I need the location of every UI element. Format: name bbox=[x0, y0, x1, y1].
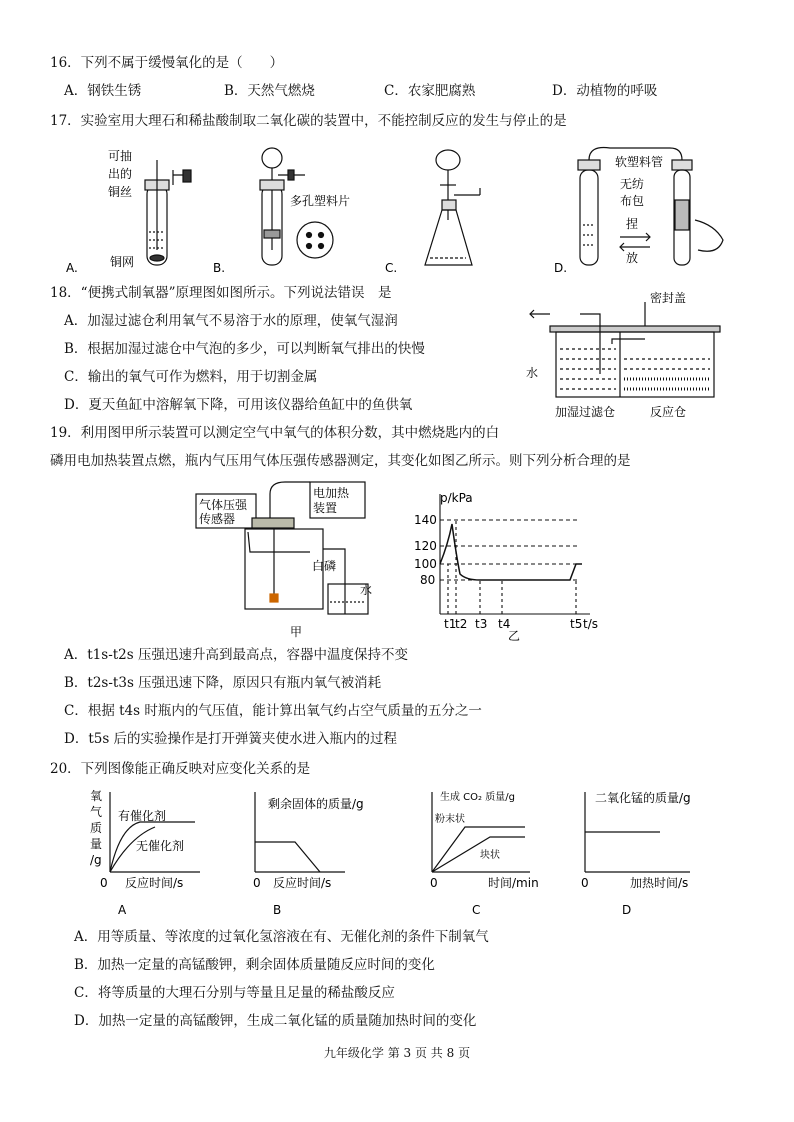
q19-ytick-100: 100 bbox=[414, 557, 437, 571]
q20-a-ylabel-1: 氧 bbox=[90, 789, 103, 803]
q19-xtick-t2: t2 bbox=[455, 617, 468, 631]
q18-reactor-label: 反应仓 bbox=[650, 405, 687, 419]
q20-d-xlabel: 加热时间/s bbox=[630, 876, 689, 890]
q19-xtick-t4: t4 bbox=[498, 617, 511, 631]
q17-d-squeeze-label: 捏 bbox=[626, 217, 639, 231]
q19-heater-label-1: 电加热 bbox=[313, 486, 350, 500]
q20-b-caption: B bbox=[273, 903, 282, 917]
q19-xtick-t3: t3 bbox=[475, 617, 488, 631]
q18-water-label: 水 bbox=[526, 366, 539, 380]
q20-a-caption: A bbox=[118, 903, 127, 917]
q19-ytick-120: 120 bbox=[414, 539, 437, 553]
q18-oxygen-device-figure bbox=[520, 284, 730, 424]
q20-a-origin: 0 bbox=[100, 876, 108, 890]
q19-chart-ylabel: p/kPa bbox=[440, 491, 473, 505]
q19-option-b: B．t2s-t3s 压强迅速下降，原因只有瓶内氧气被消耗 bbox=[64, 675, 382, 691]
q20-stem: 20．下列图像能正确反映对应变化关系的是 bbox=[50, 761, 311, 777]
q18-stem: 18．“便携式制氧器”原理图如图所示。下列说法错误 是 bbox=[50, 285, 392, 301]
q16-stem: 16．下列不属于缓慢氧化的是（ ） bbox=[50, 55, 284, 71]
q16-option-c: C．农家肥腐熟 bbox=[384, 83, 476, 99]
q19-sensor-label-2: 传感器 bbox=[199, 512, 236, 526]
q18-option-d: D．夏天鱼缸中溶解氧下降，可用该仪器给鱼缸中的鱼供氧 bbox=[64, 397, 413, 413]
q20-c-ylabel: 生成 CO₂ 质量/g bbox=[440, 792, 515, 803]
q17-a-label-3: 铜丝 bbox=[108, 185, 133, 199]
q20-option-d: D．加热一定量的高锰酸钾，生成二氧化锰的质量随加热时间的变化 bbox=[74, 1013, 477, 1029]
q16-option-d: D．动植物的呼吸 bbox=[552, 83, 658, 99]
q19-heater-label-2: 装置 bbox=[313, 501, 338, 515]
q20-a-ylabel-5: /g bbox=[90, 853, 102, 867]
q20-option-a: A．用等质量、等浓度的过氧化氢溶液在有、无催化剂的条件下制氧气 bbox=[74, 929, 489, 945]
q19-ytick-80: 80 bbox=[420, 573, 436, 587]
q19-pressure-chart bbox=[440, 494, 590, 614]
q19-option-a: A．t1s-t2s 压强迅速升高到最高点，容器中温度保持不变 bbox=[64, 647, 408, 663]
q19-stem-line-1: 19．利用图甲所示装置可以测定空气中氧气的体积分数，其中燃烧匙内的白 bbox=[50, 425, 500, 441]
q18-option-a: A．加湿过滤仓利用氧气不易溶于水的原理，使氧气湿润 bbox=[64, 313, 398, 329]
q17-a-net-label: 铜网 bbox=[110, 255, 135, 269]
q19-sensor-label-1: 气体压强 bbox=[199, 498, 248, 512]
q18-option-b: B．根据加湿过滤仓中气泡的多少，可以判断氧气排出的快慢 bbox=[64, 341, 425, 357]
q19-option-c: C．根据 t4s 时瓶内的气压值，能计算出氧气约占空气质量的五分之一 bbox=[64, 703, 482, 719]
q20-a-ylabel-4: 量 bbox=[90, 837, 103, 851]
q17-d-release-label: 放 bbox=[626, 251, 639, 265]
q20-a-curve-catalyst: 有催化剂 bbox=[118, 809, 167, 823]
q18-option-c: C．输出的氧气可作为燃料，用于切割金属 bbox=[64, 369, 318, 385]
q20-graphs bbox=[70, 782, 750, 922]
q19-caption-yi: 乙 bbox=[508, 629, 521, 643]
q20-b-origin: 0 bbox=[253, 876, 261, 890]
q17-option-b: B. bbox=[213, 261, 226, 275]
q20-a-xlabel: 反应时间/s bbox=[125, 876, 184, 890]
q19-caption-jia: 甲 bbox=[290, 625, 303, 639]
q20-c-curve-lump: 块状 bbox=[480, 850, 500, 861]
q20-b-xlabel: 反应时间/s bbox=[273, 876, 332, 890]
q18-filter-label: 加湿过滤仓 bbox=[555, 405, 616, 419]
q19-xunit: t/s bbox=[583, 617, 598, 631]
q20-b-ylabel: 剩余固体的质量/g bbox=[268, 797, 364, 811]
q18-lid-label: 密封盖 bbox=[650, 291, 687, 305]
q17-d-bag-label-1: 无纺 bbox=[620, 177, 645, 191]
q17-apparatus-figure bbox=[60, 140, 760, 280]
q17-option-a: A. bbox=[66, 261, 78, 275]
q19-stem-line-2: 磷用电加热装置点燃，瓶内气压用气体压强传感器测定，其变化如图乙所示。则下列分析合理的是 bbox=[50, 453, 631, 469]
q20-c-caption: C bbox=[472, 903, 481, 917]
q16-option-b: B．天然气燃烧 bbox=[224, 83, 315, 99]
q16-option-a: A．钢铁生锈 bbox=[64, 83, 142, 99]
q20-option-c: C．将等质量的大理石分别与等量且足量的稀盐酸反应 bbox=[74, 985, 395, 1001]
q20-c-origin: 0 bbox=[430, 876, 438, 890]
q20-d-ylabel: 二氧化锰的质量/g bbox=[595, 791, 691, 805]
q20-d-origin: 0 bbox=[581, 876, 589, 890]
q17-apparatus-c bbox=[425, 150, 480, 265]
q20-c-xlabel: 时间/min bbox=[488, 876, 539, 890]
q17-d-bag-label-2: 布包 bbox=[620, 194, 645, 208]
q17-option-d: D. bbox=[554, 261, 568, 275]
q20-a-ylabel-3: 质 bbox=[90, 821, 103, 835]
q17-apparatus-a bbox=[145, 160, 191, 265]
q17-b-plate-label: 多孔塑料片 bbox=[290, 194, 351, 208]
page-footer: 九年级化学 第 3 页 共 8 页 bbox=[323, 1046, 471, 1060]
q20-option-b: B．加热一定量的高锰酸钾，剩余固体质量随反应时间的变化 bbox=[74, 957, 435, 973]
q20-graph-a bbox=[110, 792, 200, 872]
q19-xtick-t5: t5 bbox=[570, 617, 583, 631]
q20-a-ylabel-2: 气 bbox=[90, 805, 103, 819]
q17-a-label-1: 可抽 bbox=[108, 149, 133, 163]
q19-xtick-t1: t1 bbox=[444, 617, 457, 631]
q20-a-curve-no-catalyst: 无催化剂 bbox=[136, 839, 185, 853]
q19-option-d: D．t5s 后的实验操作是打开弹簧夹使水进入瓶内的过程 bbox=[64, 731, 398, 747]
q19-water-label: 水 bbox=[360, 583, 373, 597]
q17-a-label-2: 出的 bbox=[108, 167, 133, 181]
q17-option-c: C. bbox=[385, 261, 398, 275]
q19-phosphorus-label: 白磷 bbox=[312, 559, 337, 573]
q20-c-curve-powder: 粉末状 bbox=[435, 814, 465, 825]
q17-d-tube-label: 软塑料管 bbox=[615, 155, 664, 169]
q19-ytick-140: 140 bbox=[414, 513, 437, 527]
q19-figures bbox=[190, 474, 610, 644]
q20-d-caption: D bbox=[622, 903, 632, 917]
q17-stem: 17．实验室用大理石和稀盐酸制取二氧化碳的装置中，不能控制反应的发生与停止的是 bbox=[50, 113, 567, 129]
